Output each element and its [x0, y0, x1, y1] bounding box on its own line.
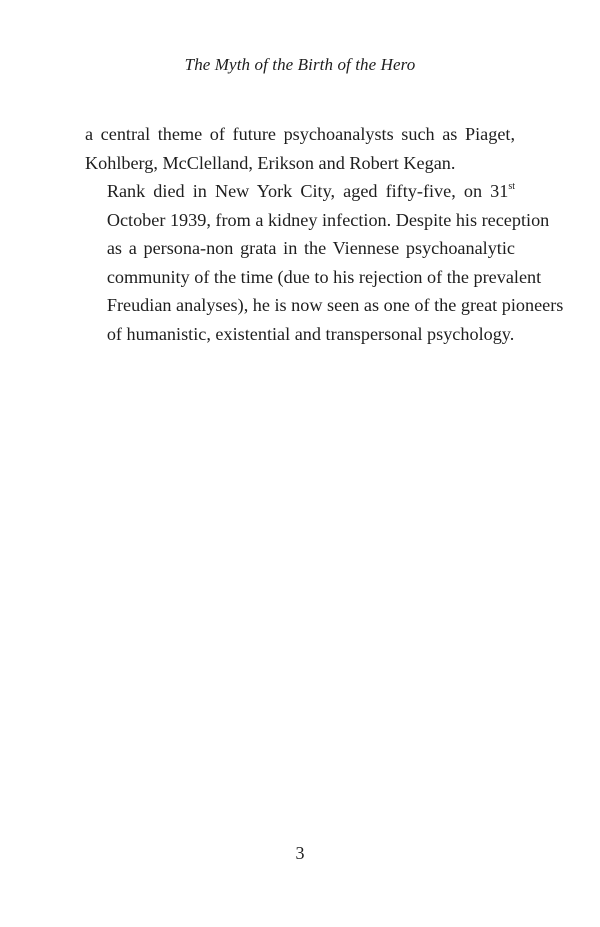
paragraph-1-line-2: Kohlberg, McClelland, Erikson and Robert Kegan. [85, 152, 456, 173]
paragraph-2-line-6: of humanistic, existential and transpersonal psychology. [106, 323, 515, 344]
paragraph-2-line-5: Freudian analyses), he is now seen as one of the great pioneers [106, 295, 564, 315]
paragraph-2-line-4: community of the time (due to his rejection of the prevalent [106, 266, 542, 287]
paragraph-2-line-1 [85, 177, 515, 206]
paragraph-2-line-3: as a persona-non grata in the Viennese psychoanalytic [106, 238, 515, 258]
body-text [85, 120, 564, 348]
paragraph-1-line-1: a central theme of future psychoanalysts such as Piaget, [85, 124, 515, 144]
ordinal-suffix: st [508, 180, 515, 192]
running-head: The Myth of the Birth of the Hero [184, 55, 416, 74]
paragraph-1 [85, 120, 515, 177]
paragraph-2-line-2: October 1939, from a kidney infection. Despite his reception [106, 209, 550, 230]
paragraph-2-line-1-text: Rank died in New York City, aged fifty-five, on 31 [106, 181, 509, 201]
page-number: 3 [295, 843, 305, 863]
paragraph-2 [85, 177, 564, 348]
